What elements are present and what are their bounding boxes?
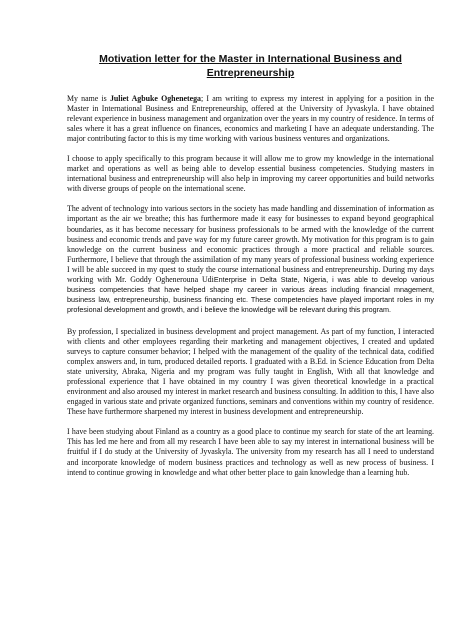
paragraph-1-text: ; I am writing to express my interest in applying for a position in the Master in International Business and Entrepreneurship, offered at the University of Jyvaskyla. I have obtained relevant experience in business management and organization over the years in my country of residence. In terms of sales where it has a great influence on finances, economics and marketing I have an adequate understanding. The major contributing factor to this is my time working with various business ventures and organizations. bbox=[67, 94, 435, 144]
paragraph-3-sans-text: Enterprise in Delta State, Nigeria, i was able to develop various business competencies that have helped shape my career in various áreas including financial mnagement, business law, entrepreneurship, business financing etc. These competencies have played important roles in my profesional development and growth, and i believe the knowledge will be relevant during this program. bbox=[67, 274, 434, 314]
applicant-name: Juliet Agbuke Oghenetega bbox=[109, 94, 201, 103]
paragraph-4: By profession, I specialized in business development and project management. As part of my function, I interacted with clients and other employees regarding their marketing and management objectives, I created and updated surveys to capture consumer behavior; I helped with the management of the quality of the technical data, codified complex answers and, in turn, produced detailed reports. I graduated with a B.Ed. in Science Education from Delta state university, Abraka, Nigeria and my program was fully taught in English, With all that knowledge and professional experience that I have obtained in my country I was given theoretical knowledge in a practical environment and also aroused my interest in market research and business consulting. In addition to this, I have also engaged in various state and private organized functions, seminars and conventions within my country of residence. These have furthermore sharpened my interest in business development and entrepreneurship. bbox=[67, 326, 434, 417]
paragraph-5: I have been studying about Finland as a country as a good place to continue my search for state of the art learning. This has led me here and from all my research I have been able to say my interest in international business will be fruitful if I do study at the University of Jyvaskyla. The university from my research has all I need to understand and incorporate knowledge of modern business practices and technology as well as new process of business. I intend to continue growing in knowledge and what other better place to gain knowledge than a learning hub. bbox=[67, 427, 434, 477]
paragraph-2: I choose to apply specifically to this program because it will allow me to grow my knowledge in the international market and operations as well as being able to develop essential business competencies. Studying masters in international business and entrepreneurship will also help in improving my career opportunities and build networks with diverse groups of people on the international scene. bbox=[67, 154, 434, 194]
document-title: Motivation letter for the Master in International Business and Entrepreneurship bbox=[99, 53, 402, 79]
paragraph-1 bbox=[67, 94, 434, 144]
paragraph-1-lead: My name is bbox=[67, 94, 110, 103]
paragraph-3 bbox=[67, 204, 434, 315]
paragraph-spacer bbox=[67, 315, 434, 327]
paragraph-3-serif-text: The advent of technology into various sectors in the society has made handling and dissemination of information as important as the air we breathe; this has furthermore made it easy for businesses to expand beyond geographical boundaries, as it has become necessary for business professionals to be armed with the knowledge of the current business and economic trends and pave way for my future career growth. My motivation for this program is to gain knowledge on the current business and economic practices through a more practical and reliable sources. Furthermore, I believe that through the assimilation of my many years of professional business working experience I will be able succeed in my quest to study the course international business and entrepreneurship. During my days working with Mr. Goddy Oghenerouna Udi bbox=[67, 204, 434, 284]
